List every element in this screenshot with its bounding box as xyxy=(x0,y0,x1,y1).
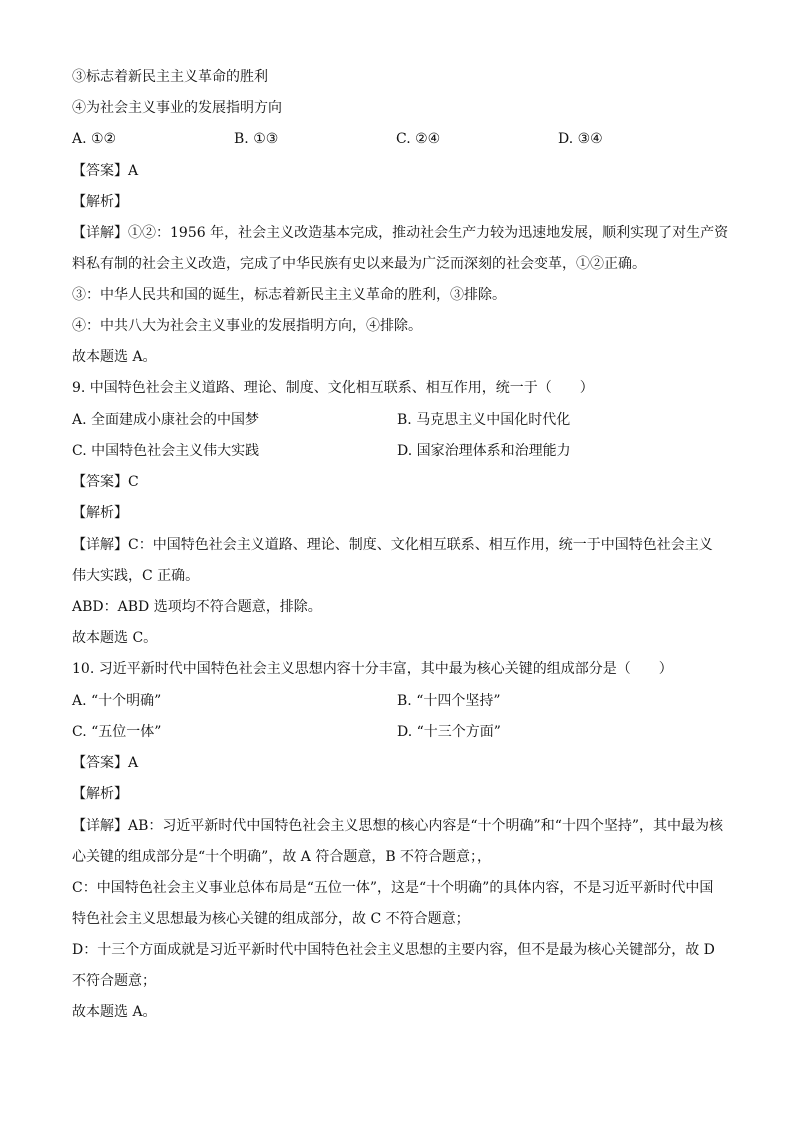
q9-analysis-label: 【解析】 xyxy=(72,505,128,521)
q8-conclusion: 故本题选 A。 xyxy=(72,349,157,365)
q10-conclusion: 故本题选 A。 xyxy=(72,1004,157,1020)
q8-detail-line-3: ③：中华人民共和国的诞生，标志着新民主主义革命的胜利，③排除。 xyxy=(72,287,506,303)
q10-options-row-1 xyxy=(72,692,722,710)
q8-option-b: B. ①③ xyxy=(234,131,279,147)
q9-option-b: B. 马克思主义中国化时代化 xyxy=(397,412,571,428)
q9-detail-line-3: ABD：ABD 选项均不符合题意，排除。 xyxy=(72,599,322,615)
q8-detail-line-2: 料私有制的社会主义改造，完成了中华民族有史以来最为广泛而深刻的社会变革，①②正确。 xyxy=(72,256,646,272)
q10-detail-line-5: D：十三个方面成就是习近平新时代中国特色社会主义思想的主要内容，但不是最为核心关键部分，故 D xyxy=(72,942,715,958)
q10-detail-line-1: 【详解】AB：习近平新时代中国特色社会主义思想的核心内容是“十个明确”和“十四个坚持”，其中最为核 xyxy=(72,818,724,834)
q9-option-a: A. 全面建成小康社会的中国梦 xyxy=(72,412,260,428)
q9-options-row-2 xyxy=(72,442,722,460)
q9-detail-line-1: 【详解】C：中国特色社会主义道路、理论、制度、文化相互联系、相互作用，统一于中国特色社会主义 xyxy=(72,537,713,553)
q8-options-row xyxy=(72,130,722,148)
q9-conclusion: 故本题选 C。 xyxy=(72,630,158,646)
q10-answer: 【答案】A xyxy=(72,755,139,771)
q10-detail-line-3: C：中国特色社会主义事业总体布局是“五位一体”，这是“十个明确”的具体内容，不是习近平新时代中国 xyxy=(72,880,714,896)
q9-detail-line-2: 伟大实践，C 正确。 xyxy=(72,568,200,584)
q8-option-d: D. ③④ xyxy=(558,131,603,147)
q8-choice-4: ④为社会主义事业的发展指明方向 xyxy=(72,100,282,116)
q9-option-c: C. 中国特色社会主义伟大实践 xyxy=(72,443,260,459)
q9-stem: 9. 中国特色社会主义道路、理论、制度、文化相互联系、相互作用，统一于（ ） xyxy=(72,380,594,396)
q10-detail-line-2: 心关键的组成部分是“十个明确”，故 A 符合题意，B 不符合题意；， xyxy=(72,849,492,865)
q9-options-row-1 xyxy=(72,411,722,429)
q10-stem: 10. 习近平新时代中国特色社会主义思想内容十分丰富，其中最为核心关键的组成部分是（ ） xyxy=(72,661,673,677)
q9-option-d: D. 国家治理体系和治理能力 xyxy=(397,443,571,459)
q10-option-b: B. “十四个坚持” xyxy=(397,693,501,709)
q8-detail-line-1: 【详解】①②：1956 年，社会主义改造基本完成，推动社会生产力较为迅速地发展，顺利实现了对生产资 xyxy=(72,225,729,241)
q8-option-a: A. ①② xyxy=(72,131,117,147)
q10-option-d: D. “十三个方面” xyxy=(397,724,501,740)
q10-analysis-label: 【解析】 xyxy=(72,786,128,802)
q9-answer: 【答案】C xyxy=(72,474,139,490)
q8-detail-line-4: ④：中共八大为社会主义事业的发展指明方向，④排除。 xyxy=(72,318,422,334)
q8-answer: 【答案】A xyxy=(72,163,139,179)
q8-option-c: C. ②④ xyxy=(396,131,441,147)
q10-option-a: A. “十个明确” xyxy=(72,693,162,709)
q8-analysis-label: 【解析】 xyxy=(72,194,128,210)
q10-detail-line-4: 特色社会主义思想最为核心关键的组成部分，故 C 不符合题意； xyxy=(72,911,470,927)
q10-detail-line-6: 不符合题意； xyxy=(72,973,156,989)
q10-option-c: C. “五位一体” xyxy=(72,724,162,740)
q10-options-row-2 xyxy=(72,723,722,741)
q8-choice-3: ③标志着新民主主义革命的胜利 xyxy=(72,69,268,85)
